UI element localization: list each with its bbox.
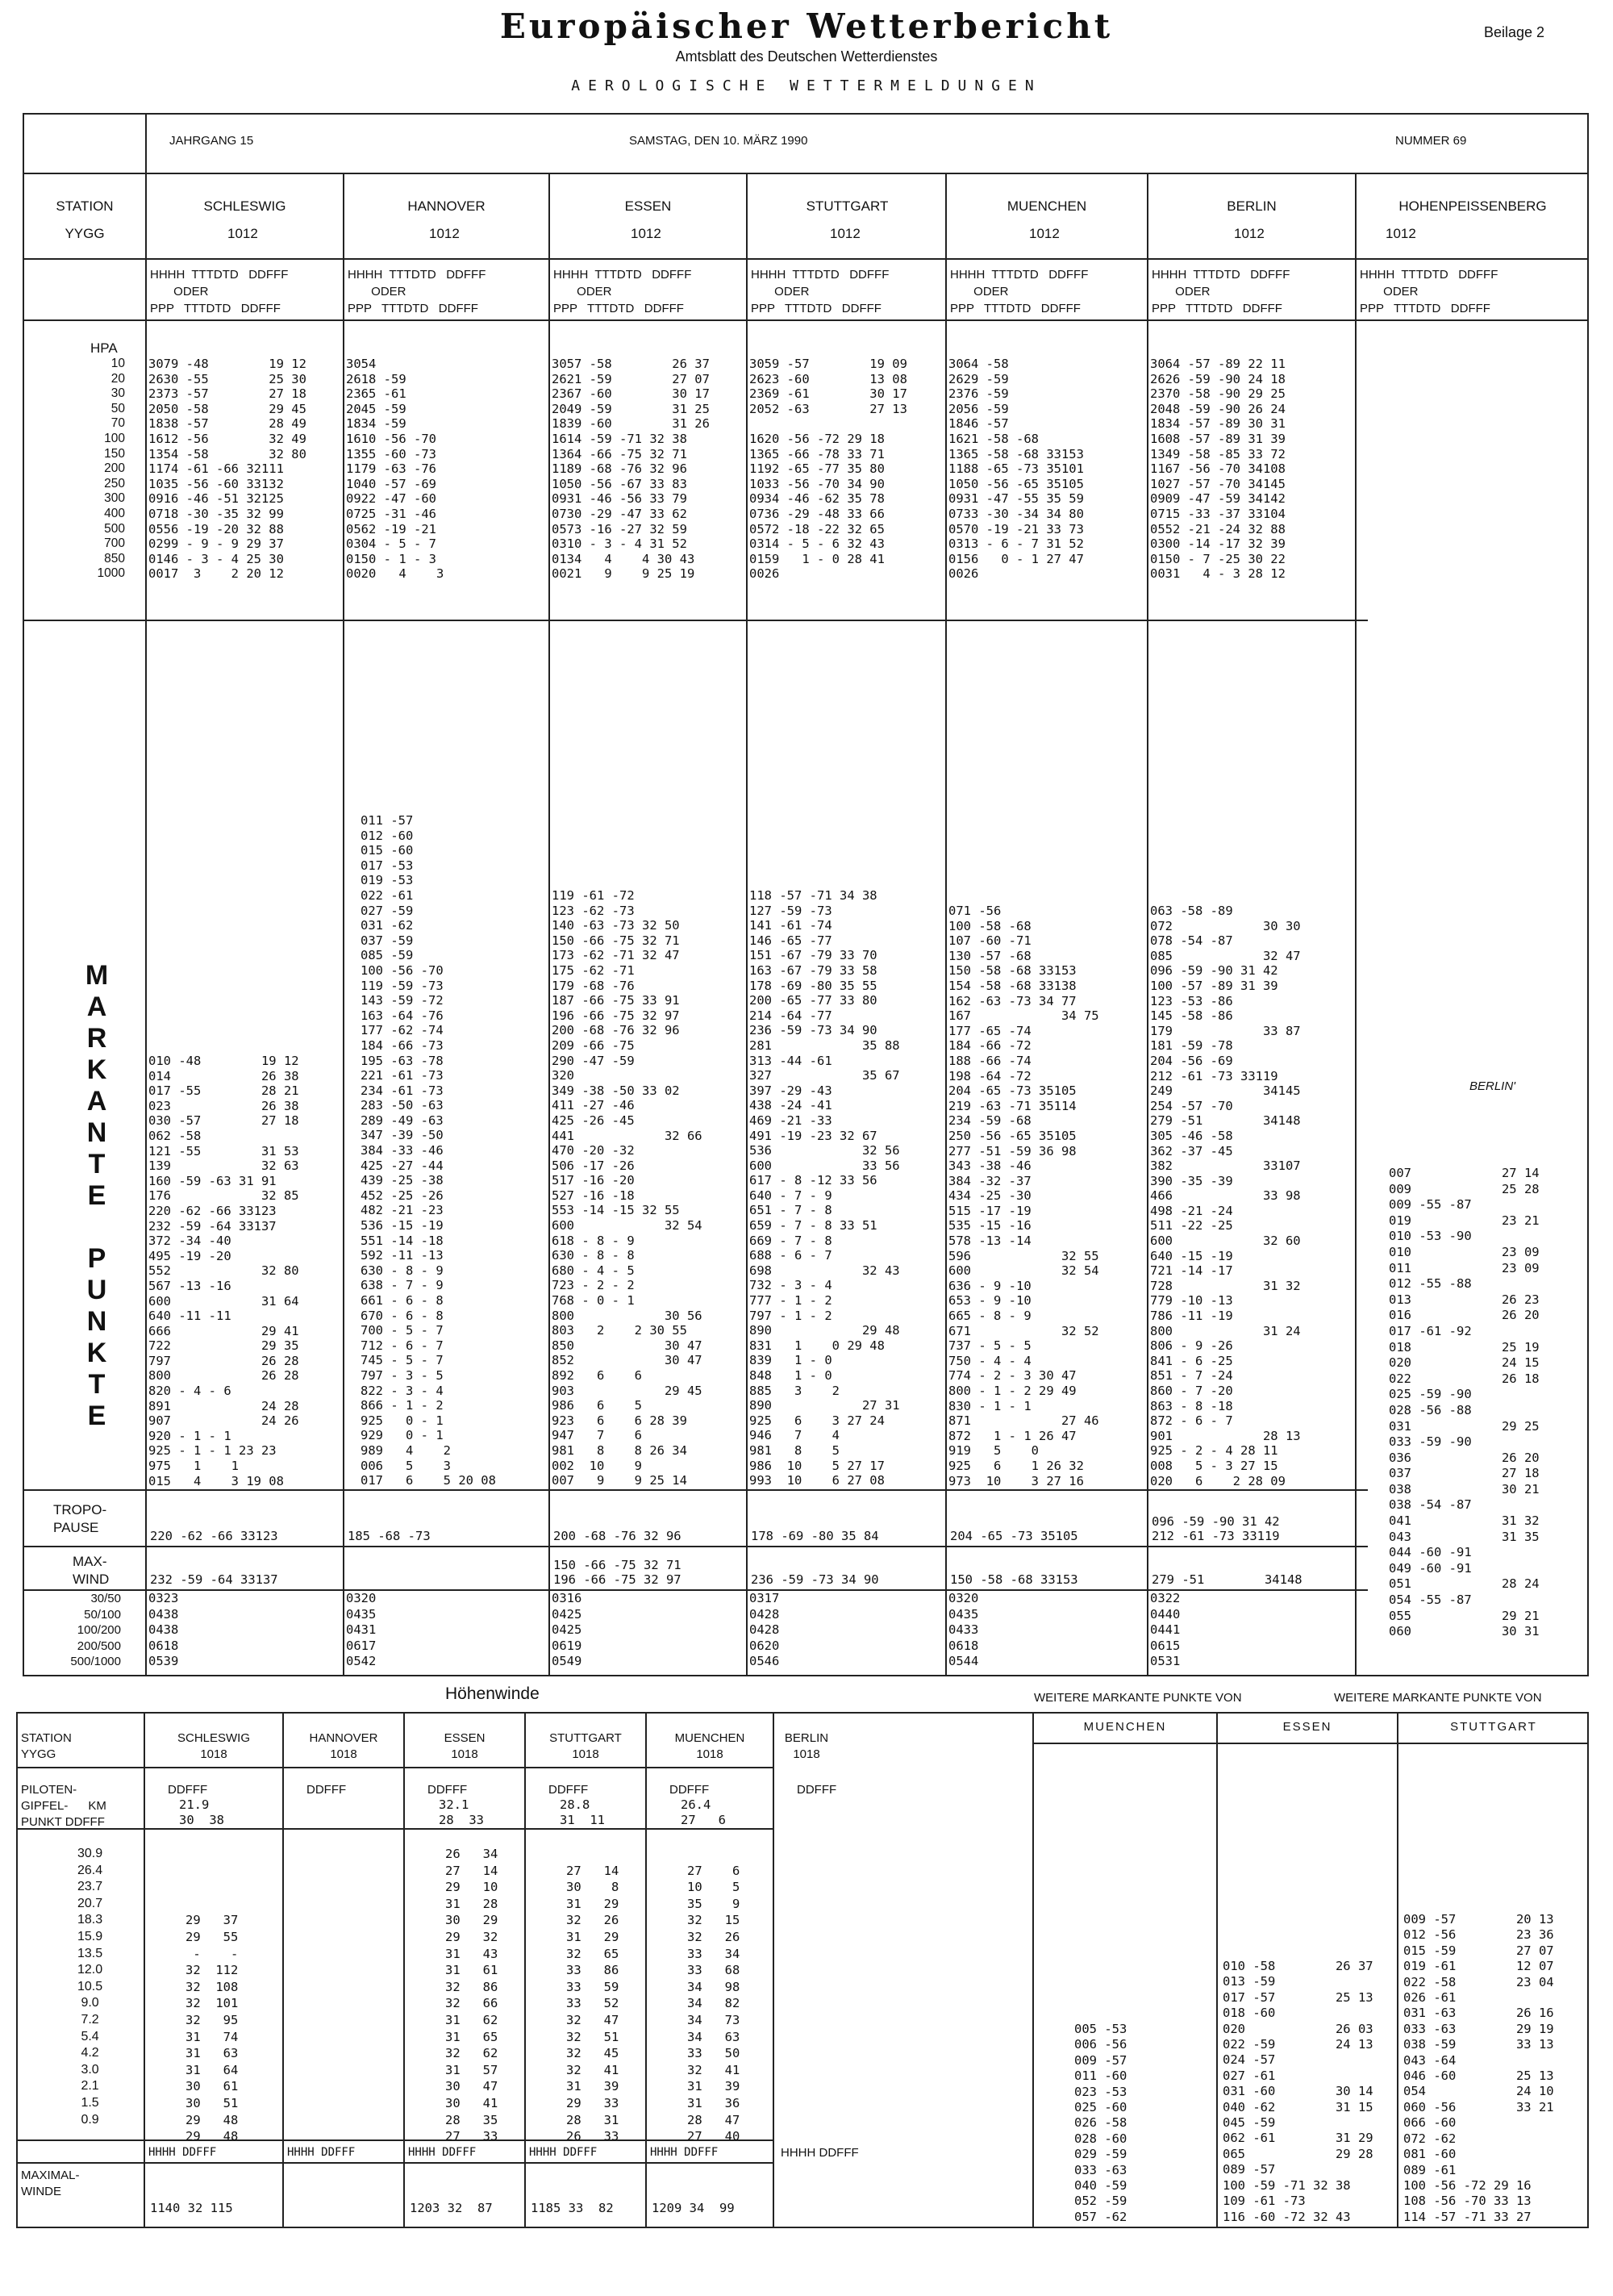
station-yygg-berlin: 1012 <box>1234 226 1265 241</box>
station-name-muenchen: MUENCHEN <box>1007 198 1087 214</box>
tropopause-data-berlin: 096 -59 -90 31 42 212 -61 -73 33119 <box>1152 1513 1280 1544</box>
column-head-essen: HHHH TTTDTD DDFFF ODER PPP TTTDTD DDFFF <box>553 268 692 315</box>
station-yygg-hohenpeissenberg: 1012 <box>1386 226 1416 241</box>
lower-ddfff-muenchen: DDFFF <box>669 1783 710 1797</box>
report-subtitle: Amtsblatt des Deutschen Wetterdienstes <box>675 48 938 65</box>
station-label: STATION <box>56 198 114 214</box>
lower-station-hannover: HANNOVER <box>309 1731 378 1745</box>
markante-data-schleswig: 010 -48 19 12 014 26 38 017 -55 28 21 023 26 38 030 -57 27 18 062 -58 121 -55 31 53 139 32 63 160 -59 -63 31 91 176 32 85 220 -62 -66 33123 232 -59 -64 33137 372 -34 -40 495 -19 -20 552 32 80 567 -13 -16 600 31 64 640 -11 -11 666 29 41 722 29 35 797 26 28 800 26 28 820 - 4 - 6 891 24 28 907 24 26 920 - 1 - 1 925 - 1 - 1 23 23 975 1 1 015 4 3 19 08 <box>148 1054 299 1488</box>
maxwind-data-berlin: 279 -51 34148 <box>1152 1572 1302 1588</box>
lower-station-schleswig: SCHLESWIG <box>177 1731 250 1745</box>
winds-data-schleswig: 29 37 29 55 - - 32 112 32 108 32 101 32 95 31 74 31 63 31 64 30 61 30 51 29 48 29 48 <box>185 1913 239 2144</box>
further-data-muenchen: 005 -53 006 -56 009 -57 011 -60 023 -53 025 -60 026 -58 028 -60 029 -59 033 -63 040 -59 052 -59 057 -62 <box>1074 2022 1127 2224</box>
maxwind-data-schleswig: 1140 32 115 <box>150 2201 233 2215</box>
tropopause-data-essen: 200 -68 -76 32 96 <box>553 1529 681 1544</box>
lower-yygg-hannover: 1018 <box>330 1747 357 1761</box>
lower-ddfff-schleswig: DDFFF <box>168 1783 208 1797</box>
thickness-labels: 30/50 50/100 100/200 200/500 500/1000 <box>70 1592 121 1668</box>
station-yygg-muenchen: 1012 <box>1029 226 1060 241</box>
maxwind-label-1: MAX- <box>73 1554 107 1569</box>
report-title: Europäischer Wetterbericht <box>499 6 1114 46</box>
thickness-data-muenchen: 0320 0435 0433 0618 0544 <box>948 1591 979 1668</box>
maxwind-data-schleswig: 232 -59 -64 33137 <box>150 1572 278 1588</box>
hhhh-head-muenchen: HHHH DDFFF <box>650 2146 719 2159</box>
tropopause-data-schleswig: 220 -62 -66 33123 <box>150 1529 278 1544</box>
lower-yygg-essen: 1018 <box>451 1747 478 1761</box>
further-station-muenchen: MUENCHEN <box>1083 1720 1167 1734</box>
hhhh-head-schleswig: HHHH DDFFF <box>148 2146 217 2159</box>
maximal-label-2: WINDE <box>21 2185 61 2198</box>
tropopause-data-hannover: 185 -68 -73 <box>348 1529 431 1544</box>
lower-yygg-muenchen: 1018 <box>696 1747 723 1761</box>
lower-yygg-berlin: 1018 <box>793 1747 820 1761</box>
column-head-muenchen: HHHH TTTDTD DDFFF ODER PPP TTTDTD DDFFF <box>950 268 1089 315</box>
issue-number: NUMMER 69 <box>1395 134 1467 148</box>
gipfel-data-muenchen: 26.4 27 6 <box>681 1797 726 1827</box>
thickness-data-schleswig: 0323 0438 0438 0618 0539 <box>148 1591 179 1668</box>
markante-data-essen: 119 -61 -72 123 -62 -73 140 -63 -73 32 50 150 -66 -75 32 71 173 -62 -71 32 47 175 -62 -71 179 -68 -76 187 -66 -75 33 91 196 -66 -75 32 97 200 -68 -76 32 96 209 -66 -75 290 -47 -59 320 349 -38 -50 33 02 411 -27 -46 425 -26 -45 441 32 66 470 -20 -32 506 -17 -26 517 -16 -20 527 -16 -18 553 -14 -15 32 55 600 32 54 618 - 8 - 9 630 - 8 - 8 680 - 4 - 5 723 - 2 - 2 768 - 0 - 1 800 30 56 803 2 2 30 55 850 30 47 852 30 47 892 6 6 903 29 45 986 6 5 923 6 6 28 39 947 7 6 981 8 8 26 34 002 10 9 007 9 9 25 14 <box>552 888 702 1488</box>
pressure-levels: 10 20 30 50 70 100 150 200 250 300 400 500 700 850 1000 <box>97 357 125 581</box>
station-name-hohenpeissenberg: HOHENPEISSENBERG <box>1398 198 1547 214</box>
levels-data-muenchen: 3064 -58 2629 -59 2376 -59 2056 -59 1846 -57 1621 -58 -68 1365 -58 -68 33153 1188 -65 -73 35101 1050 -56 -65 35105 0931 -47 -55 35 59 0733 -30 -34 34 80 0570 -19 -21 33 73 0313 - 6 - 7 31 52 0156 0 - 1 27 47 0026 <box>948 357 1084 582</box>
km-levels: 30.9 26.4 23.7 20.7 18.3 15.9 13.5 12.0 10.5 9.0 7.2 5.4 4.2 3.0 2.1 1.5 0.9 <box>77 1847 103 2127</box>
gipfel-data-stuttgart: 28.8 31 11 <box>560 1797 605 1827</box>
levels-data-stuttgart: 3059 -57 19 09 2623 -60 13 08 2369 -61 30 17 2052 -63 27 13 1620 -56 -72 29 18 1365 -66 -78 33 71 1192 -65 -77 35 80 1033 -56 -70 34 90 0934 -46 -62 35 78 0736 -29 -48 33 66 0572 -18 -22 32 65 0314 - 5 - 6 32 43 0159 1 - 0 28 41 0026 <box>749 357 907 582</box>
further-points-label-1: WEITERE MARKANTE PUNKTE VON <box>1034 1691 1242 1705</box>
gipfel-data-schleswig: 21.9 30 38 <box>179 1797 224 1827</box>
tropopause-label-1: TROPO- <box>53 1502 107 1517</box>
thickness-data-essen: 0316 0425 0425 0619 0549 <box>552 1591 582 1668</box>
column-head-berlin: HHHH TTTDTD DDFFF ODER PPP TTTDTD DDFFF <box>1152 268 1290 315</box>
tropopause-data-muenchen: 204 -65 -73 35105 <box>950 1529 1078 1544</box>
further-data-essen: 010 -58 26 37 013 -59 017 -57 25 13 018 -60 020 26 03 022 -59 24 13 024 -57 027 -61 031 -60 30 14 040 -62 31 15 045 -59 062 -61 31 29 065 29 28 089 -57 100 -59 -71 32 38 109 -61 -73 116 -60 -72 32 43 <box>1223 1959 1373 2224</box>
lower-station-berlin: BERLIN <box>784 1731 829 1745</box>
maxwind-data-stuttgart: 1185 33 82 <box>531 2201 614 2215</box>
maxwind-data-essen: 150 -66 -75 32 71 196 -66 -75 32 97 <box>553 1557 681 1588</box>
tropopause-data-stuttgart: 178 -69 -80 35 84 <box>751 1529 879 1544</box>
levels-data-hannover: 3054 2618 -59 2365 -61 2045 -59 1834 -59 1610 -56 -70 1355 -60 -73 1179 -63 -76 1040 -57 -69 0922 -47 -60 0725 -31 -46 0562 -19 -21 0304 - 5 - 7 0150 - 1 - 3 0020 4 3 <box>346 357 444 582</box>
station-name-hannover: HANNOVER <box>407 198 486 214</box>
maxwind-data-muenchen: 1209 34 99 <box>652 2201 735 2215</box>
tropopause-label-2: PAUSE <box>53 1520 99 1535</box>
lower-station-stuttgart: STUTTGART <box>549 1731 622 1745</box>
maxwind-data-muenchen: 150 -58 -68 33153 <box>950 1572 1078 1588</box>
levels-data-schleswig: 3079 -48 19 12 2630 -55 25 30 2373 -57 27 18 2050 -58 29 45 1838 -57 28 49 1612 -56 32 49 1354 -58 32 80 1174 -61 -66 32111 1035 -56 -60 33132 0916 -46 -51 32125 0718 -30 -35 32 99 0556 -19 -20 32 88 0299 - 9 - 9 29 37 0146 - 3 - 4 25 30 0017 3 2 20 12 <box>148 357 306 582</box>
column-head-schleswig: HHHH TTTDTD DDFFF ODER PPP TTTDTD DDFFF <box>150 268 289 315</box>
markante-punkte-label: M A R K A N T E P U N K T E <box>85 960 109 1431</box>
markante-data-berlin: 063 -58 -89 072 30 30 078 -54 -87 085 32 47 096 -59 -90 31 42 100 -57 -89 31 39 123 -53 -86 145 -58 -86 179 33 87 181 -59 -78 204 -56 -69 212 -61 -73 33119 249 34145 254 -57 -70 279 -51 34148 305 -46 -58 362 -37 -45 382 33107 390 -35 -39 466 33 98 498 -21 -24 511 -22 -25 600 32 60 640 -15 -19 721 -14 -17 728 31 32 779 -10 -13 786 -11 -19 800 31 24 806 - 9 -26 841 - 6 -25 851 - 7 -24 860 - 7 -20 863 - 8 -18 872 - 6 - 7 901 28 13 925 - 2 - 4 28 11 008 5 - 3 27 15 020 6 2 28 09 <box>1150 904 1301 1488</box>
hhhh-head-stuttgart: HHHH DDFFF <box>529 2146 598 2159</box>
supplement-label: Beilage 2 <box>1484 24 1545 40</box>
further-data-stuttgart: 009 -57 20 13 012 -56 23 36 015 -59 27 07 019 -61 12 07 022 -58 23 04 026 -61 031 -63 26 16 033 -63 29 19 038 -59 33 13 043 -64 046 -60 25 13 054 24 10 060 -56 33 21 066 -60 072 -62 081 -60 089 -61 100 -56 -72 29 16 108 -56 -70 33 13 114 -57 -71 33 27 <box>1403 1912 1554 2224</box>
lower-ddfff-stuttgart: DDFFF <box>548 1783 589 1797</box>
lower-ddfff-hannover: DDFFF <box>306 1783 347 1797</box>
winds-data-stuttgart: 27 14 30 8 31 29 32 26 31 29 32 65 33 86 33 59 33 52 32 47 32 51 32 45 32 41 31 39 29 33 28 31 26 33 <box>566 1863 619 2144</box>
lower-station-essen: ESSEN <box>444 1731 486 1745</box>
station-name-essen: ESSEN <box>624 198 672 214</box>
station-yygg-schleswig: 1012 <box>227 226 258 241</box>
lower-station-label: STATION <box>21 1731 72 1745</box>
section-heading: AEROLOGISCHE WETTERMELDUNGEN <box>571 77 1042 94</box>
lower-ddfff-berlin: DDFFF <box>797 1783 837 1797</box>
hpa-label: HPA <box>90 340 118 356</box>
lower-ddfff-essen: DDFFF <box>427 1783 468 1797</box>
berlin-continuation-data: 007 27 14 009 25 28 009 -55 -87 019 23 21 010 -53 -90 010 23 09 011 23 09 012 -55 -88 013 26 23 016 26 20 017 -61 -92 018 25 19 020 24 15 022 26 18 025 -59 -90 028 -56 -88 031 29 25 033 -59 -90 036 26 20 037 27 18 038 30 21 038 -54 -87 041 31 32 043 31 35 044 -60 -91 049 -60 -91 051 28 24 054 -55 -87 055 29 21 060 30 31 <box>1389 1166 1540 1639</box>
winds-data-muenchen: 27 6 10 5 35 9 32 15 32 26 33 34 33 68 34 98 34 82 34 73 34 63 33 50 32 41 31 39 31 36 28 47 27 40 <box>687 1863 740 2144</box>
station-yygg-stuttgart: 1012 <box>830 226 861 241</box>
station-yygg-essen: 1012 <box>631 226 661 241</box>
column-head-hannover: HHHH TTTDTD DDFFF ODER PPP TTTDTD DDFFF <box>348 268 486 315</box>
berlin-continuation-title: BERLIN' <box>1469 1079 1516 1093</box>
levels-data-berlin: 3064 -57 -89 22 11 2626 -59 -90 24 18 2370 -58 -90 29 25 2048 -59 -90 26 24 1834 -57 -89 30 31 1608 -57 -89 31 39 1349 -58 -85 33 72 1167 -56 -70 34108 1027 -57 -70 34145 0909 -47 -59 34142 0715 -33 -37 33104 0552 -21 -24 32 88 0300 -14 -17 32 39 0150 - 7 -25 30 22 0031 4 - 3 28 12 <box>1150 357 1286 582</box>
lower-station-muenchen: MUENCHEN <box>674 1731 745 1745</box>
volume-label: JAHRGANG 15 <box>169 134 254 148</box>
maxwind-data-stuttgart: 236 -59 -73 34 90 <box>751 1572 879 1588</box>
further-station-stuttgart: STUTTGART <box>1450 1720 1537 1734</box>
column-head-stuttgart: HHHH TTTDTD DDFFF ODER PPP TTTDTD DDFFF <box>751 268 890 315</box>
thickness-data-stuttgart: 0317 0428 0428 0620 0546 <box>749 1591 780 1668</box>
further-station-essen: ESSEN <box>1282 1720 1332 1734</box>
further-points-label-2: WEITERE MARKANTE PUNKTE VON <box>1334 1691 1542 1705</box>
column-head-hohenpeissenberg: HHHH TTTDTD DDFFF ODER PPP TTTDTD DDFFF <box>1360 268 1498 315</box>
thickness-data-berlin: 0322 0440 0441 0615 0531 <box>1150 1591 1181 1668</box>
hhhh-head-essen: HHHH DDFFF <box>408 2146 477 2159</box>
pilot-label-1: PILOTEN- <box>21 1783 77 1797</box>
pilot-label-2: GIPFEL- KM <box>21 1799 106 1813</box>
maxwind-label-2: WIND <box>73 1572 110 1587</box>
lower-yygg-stuttgart: 1018 <box>572 1747 599 1761</box>
lower-yygg-label: YYGG <box>21 1747 56 1761</box>
gipfel-data-essen: 32.1 28 33 <box>439 1797 484 1827</box>
issue-date: SAMSTAG, DEN 10. MÄRZ 1990 <box>629 134 808 148</box>
thickness-data-hannover: 0320 0435 0431 0617 0542 <box>346 1591 377 1668</box>
maximal-label-1: MAXIMAL- <box>21 2169 80 2182</box>
hhhh-head-berlin: HHHH DDFFF <box>781 2146 859 2160</box>
maxwind-data-essen: 1203 32 87 <box>410 2201 493 2215</box>
yygg-label: YYGG <box>65 226 105 241</box>
station-name-schleswig: SCHLESWIG <box>203 198 286 214</box>
hhhh-head-hannover: HHHH DDFFF <box>287 2146 356 2159</box>
markante-data-stuttgart: 118 -57 -71 34 38 127 -59 -73 141 -61 -74 146 -65 -77 151 -67 -79 33 70 163 -67 -79 33 58 178 -69 -80 35 55 200 -65 -77 33 80 214 -64 -77 236 -59 -73 34 90 281 35 88 313 -44 -61 327 35 67 397 -29 -43 438 -24 -41 469 -21 -33 491 -19 -23 32 67 536 32 56 600 33 56 617 - 8 -12 33 56 640 - 7 - 9 651 - 7 - 8 659 - 7 - 8 33 51 669 - 7 - 8 688 - 6 - 7 698 32 43 732 - 3 - 4 777 - 1 - 2 797 - 1 - 2 890 29 48 831 1 0 29 48 839 1 - 0 848 1 - 0 885 3 2 890 27 31 925 6 3 27 24 946 7 4 981 8 5 986 10 5 27 17 993 10 6 27 08 <box>749 888 900 1488</box>
winds-data-essen: 26 34 27 14 29 10 31 28 30 29 29 32 31 43 31 61 32 86 32 66 31 62 31 65 32 62 31 57 30 47 30 41 28 35 27 33 <box>445 1847 498 2144</box>
station-name-berlin: BERLIN <box>1227 198 1277 214</box>
levels-data-essen: 3057 -58 26 37 2621 -59 27 07 2367 -60 30 17 2049 -59 31 25 1839 -60 31 26 1614 -59 -71 32 38 1364 -66 -75 32 71 1189 -68 -76 32 96 1050 -56 -67 33 83 0931 -46 -56 33 79 0730 -29 -47 33 62 0573 -16 -27 32 59 0310 - 3 - 4 31 52 0134 4 4 30 43 0021 9 9 25 19 <box>552 357 710 582</box>
markante-data-muenchen: 071 -56 100 -58 -68 107 -60 -71 130 -57 -68 150 -58 -68 33153 154 -58 -68 33138 162 -63 -73 34 77 167 34 75 177 -65 -74 184 -66 -72 188 -66 -74 198 -64 -72 204 -65 -73 35105 219 -63 -71 35114 234 -59 -68 250 -56 -65 35105 277 -51 -59 36 98 343 -38 -46 384 -32 -37 434 -25 -30 515 -17 -19 535 -15 -16 578 -13 -14 596 32 55 600 32 54 636 - 9 -10 653 - 9 -10 665 - 8 - 9 671 32 52 737 - 5 - 5 750 - 4 - 4 774 - 2 - 3 30 47 800 - 1 - 2 29 49 830 - 1 - 1 871 27 46 872 1 - 1 26 47 919 5 0 925 6 1 26 32 973 10 3 27 16 <box>948 904 1099 1488</box>
lower-yygg-schleswig: 1018 <box>200 1747 227 1761</box>
pilot-label-3: PUNKT DDFFF <box>21 1815 105 1829</box>
hoehenwinde-title: Höhenwinde <box>445 1684 540 1703</box>
station-yygg-hannover: 1012 <box>429 226 460 241</box>
station-name-stuttgart: STUTTGART <box>806 198 889 214</box>
markante-data-hannover: 011 -57 012 -60 015 -60 017 -53 019 -53 022 -61 027 -59 031 -62 037 -59 085 -59 100 -56 -70 119 -59 -73 143 -59 -72 163 -64 -76 177 -62 -74 184 -66 -73 195 -63 -78 221 -61 -73 234 -61 -73 283 -50 -63 289 -49 -63 347 -39 -50 384 -33 -46 425 -27 -44 439 -25 -38 452 -25 -26 482 -21 -23 536 -15 -19 551 -14 -18 592 -11 -13 630 - 8 - 9 638 - 7 - 9 661 - 6 - 8 670 - 6 - 8 700 - 5 - 7 712 - 6 - 7 745 - 5 - 7 797 - 3 - 5 822 - 3 - 4 866 - 1 - 2 925 0 - 1 929 0 - 1 989 4 2 006 5 3 017 6 5 20 08 <box>361 813 496 1488</box>
